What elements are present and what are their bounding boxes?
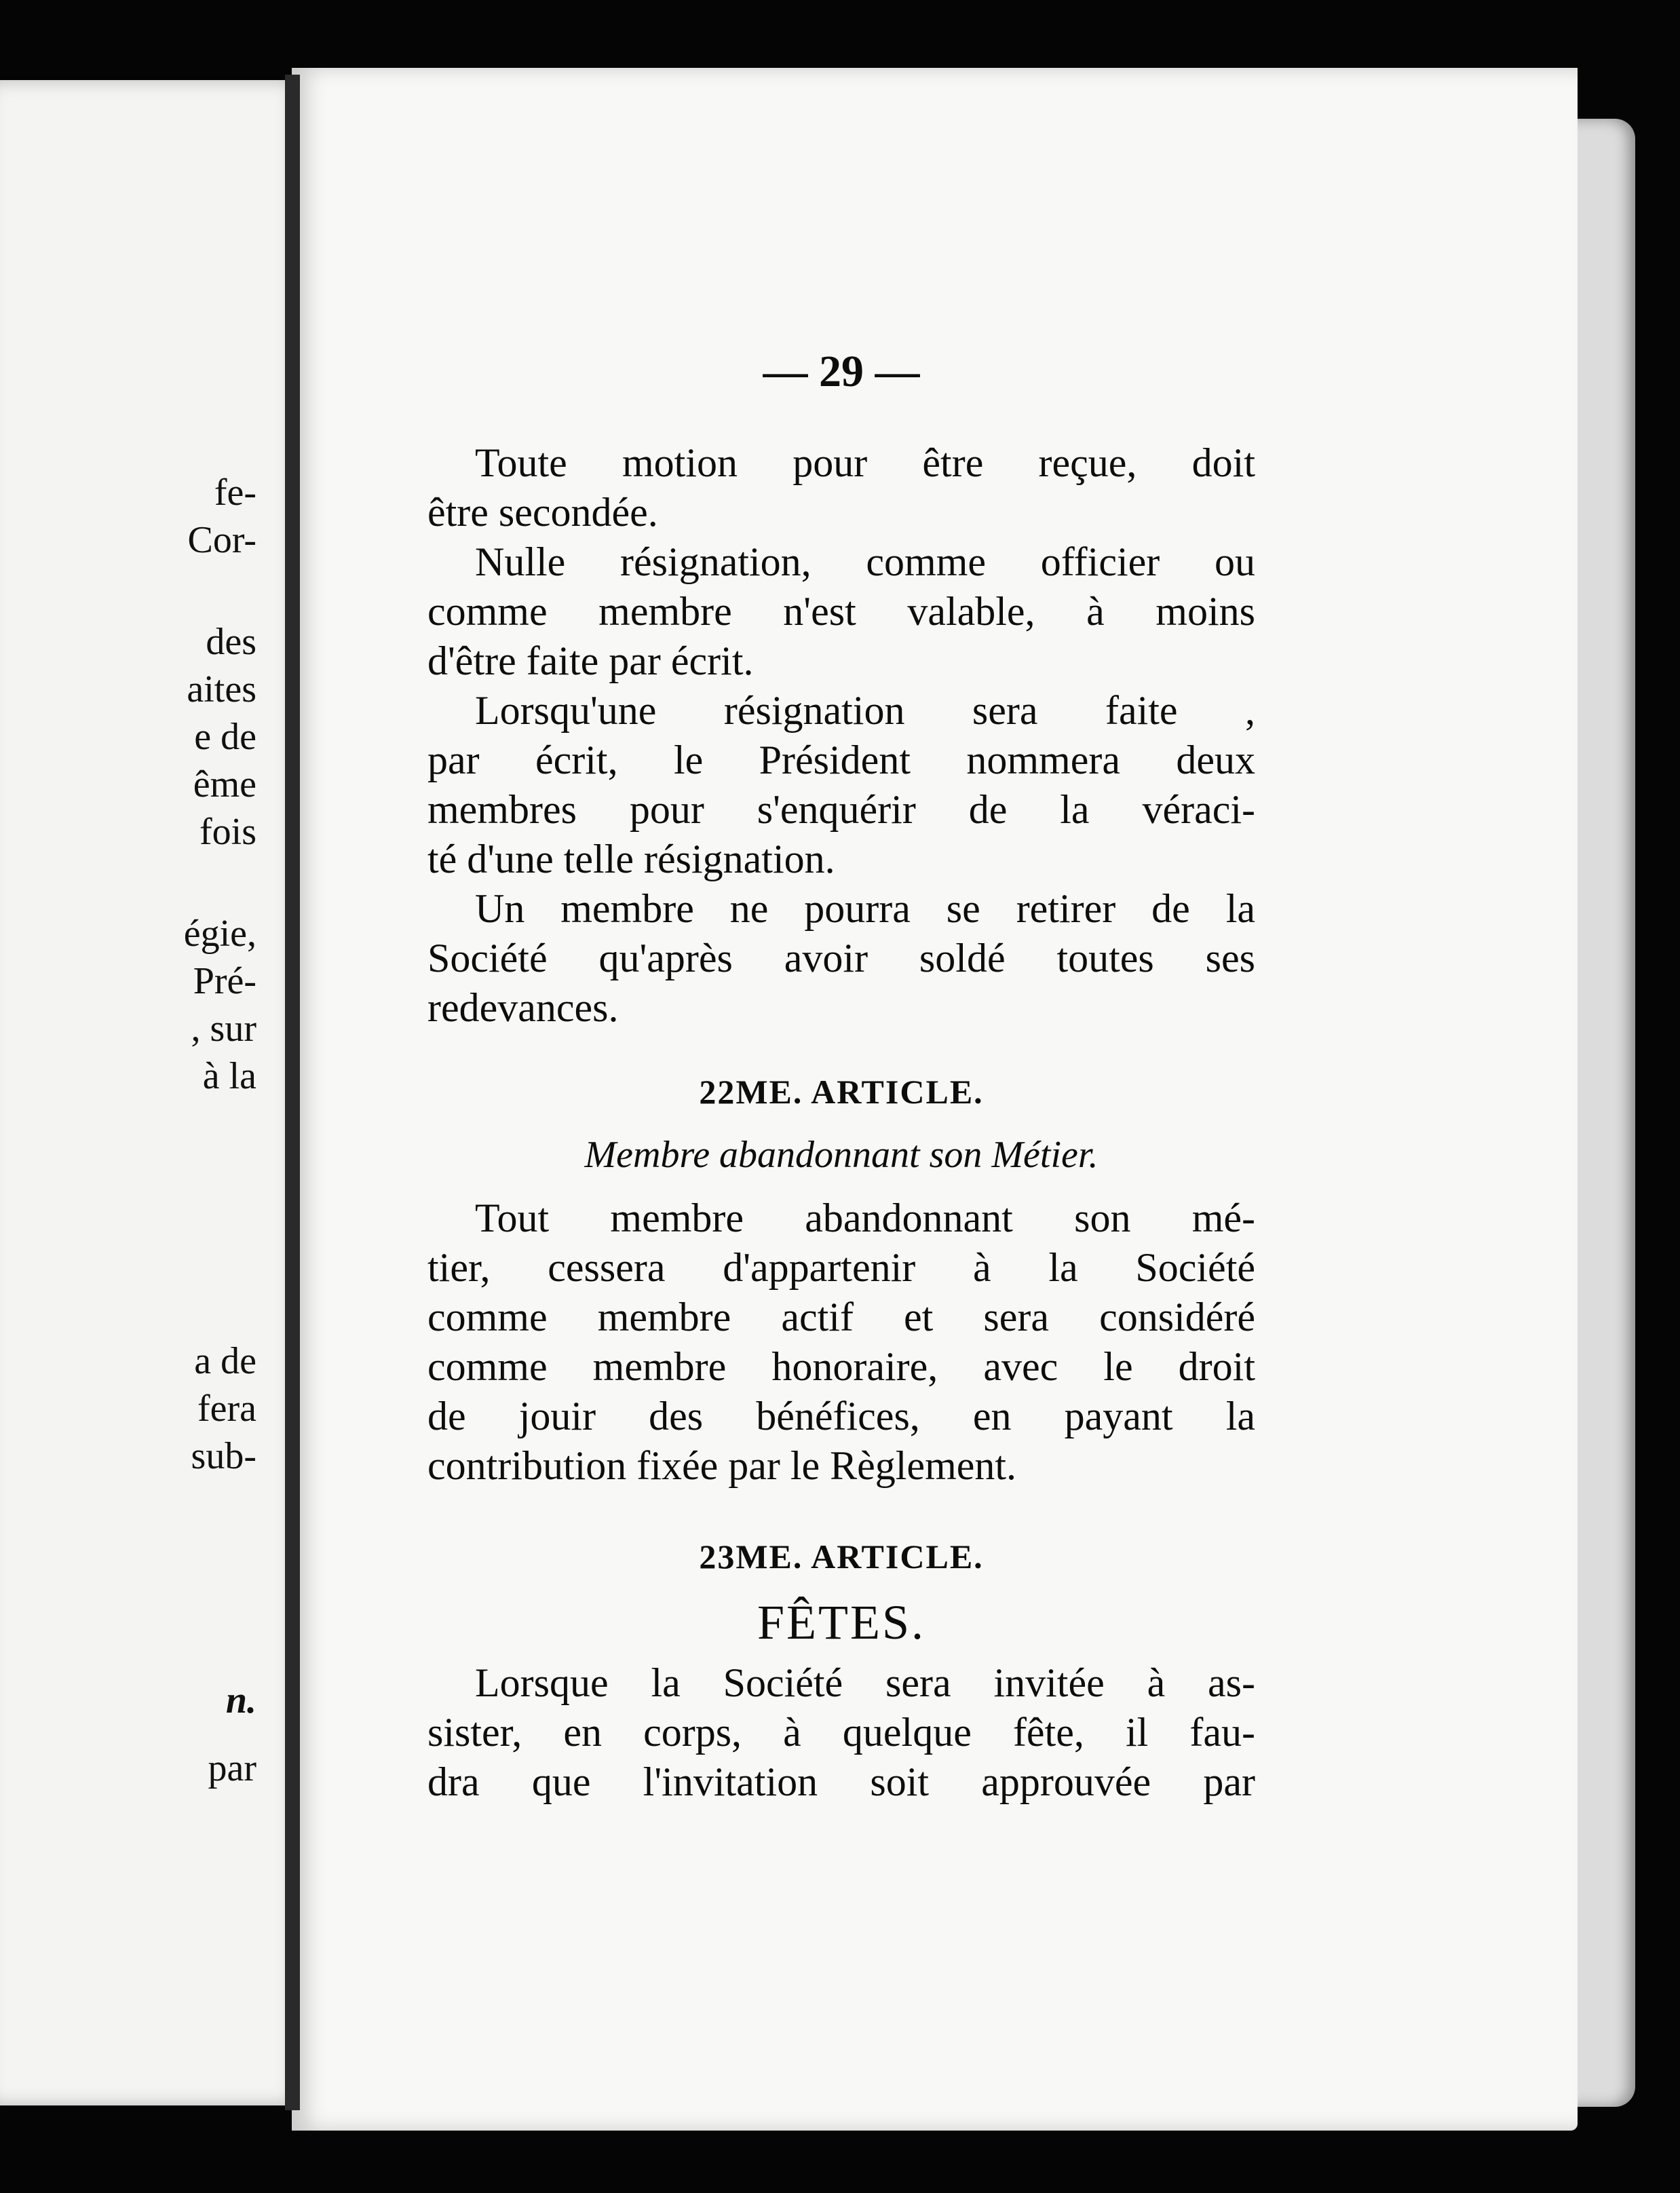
left-page-fragment: n.: [225, 1679, 256, 1721]
left-page-fragment: fera: [197, 1388, 256, 1430]
article-23-heading: 23ME. ARTICLE.: [699, 1538, 984, 1576]
text-line: Toute motion pour être reçue, doit: [475, 440, 1255, 485]
page-number: — 29 —: [763, 347, 920, 396]
article-23-title: FÊTES.: [757, 1595, 926, 1649]
text-line: Lorsque la Société sera invitée à as-: [475, 1660, 1255, 1705]
text-line: comme membre honoraire, avec le droit: [427, 1344, 1255, 1389]
text-line: dra que l'invitation soit approuvée par: [427, 1759, 1255, 1804]
left-page-fragment: Pré-: [193, 960, 256, 1002]
text-line: membres pour s'enquérir de la véraci-: [427, 787, 1255, 832]
text-line: de jouir des bénéfices, en payant la: [427, 1394, 1255, 1438]
text-line: contribution fixée par le Règlement.: [427, 1443, 1017, 1488]
article-22-subheading: Membre abandonnant son Métier.: [584, 1134, 1099, 1176]
text-line: être secondée.: [427, 490, 658, 535]
text-line: sister, en corps, à quelque fête, il fau-: [427, 1710, 1255, 1755]
text-line: Nulle résignation, comme officier ou: [475, 539, 1255, 584]
text-line: comme membre actif et sera considéré: [427, 1295, 1255, 1339]
left-page-fragment: égie,: [183, 913, 256, 955]
left-page-fragment: par: [208, 1747, 256, 1789]
text-line: par écrit, le Président nommera deux: [427, 738, 1255, 782]
text-line: redevances.: [427, 985, 619, 1030]
text-line: Lorsqu'une résignation sera faite ,: [475, 688, 1255, 733]
text-line: Société qu'après avoir soldé toutes ses: [427, 936, 1255, 980]
left-page-fragment: a de: [194, 1340, 256, 1382]
text-line: Tout membre abandonnant son mé-: [475, 1196, 1255, 1240]
left-page-fragment: ême: [193, 763, 256, 805]
left-page-fragment: à la: [202, 1055, 256, 1097]
left-facing-page: [0, 80, 309, 2105]
text-line: tier, cessera d'appartenir à la Société: [427, 1245, 1255, 1290]
text-line: d'être faite par écrit.: [427, 638, 754, 683]
left-page-fragment: fe-: [214, 472, 256, 514]
book-gutter: [285, 75, 300, 2110]
left-page-fragment: Cor-: [187, 519, 256, 561]
left-page-fragment: aites: [187, 668, 256, 710]
left-page-fragment: sub-: [191, 1435, 256, 1477]
text-line: té d'une telle résignation.: [427, 837, 835, 881]
text-line: comme membre n'est valable, à moins: [427, 589, 1255, 634]
left-page-fragment: , sur: [191, 1008, 256, 1050]
article-22-heading: 22ME. ARTICLE.: [699, 1073, 984, 1111]
left-page-fragment: des: [206, 621, 256, 663]
left-page-fragment: e de: [194, 716, 256, 758]
left-page-fragment: fois: [199, 811, 256, 853]
text-line: Un membre ne pourra se retirer de la: [475, 886, 1255, 931]
